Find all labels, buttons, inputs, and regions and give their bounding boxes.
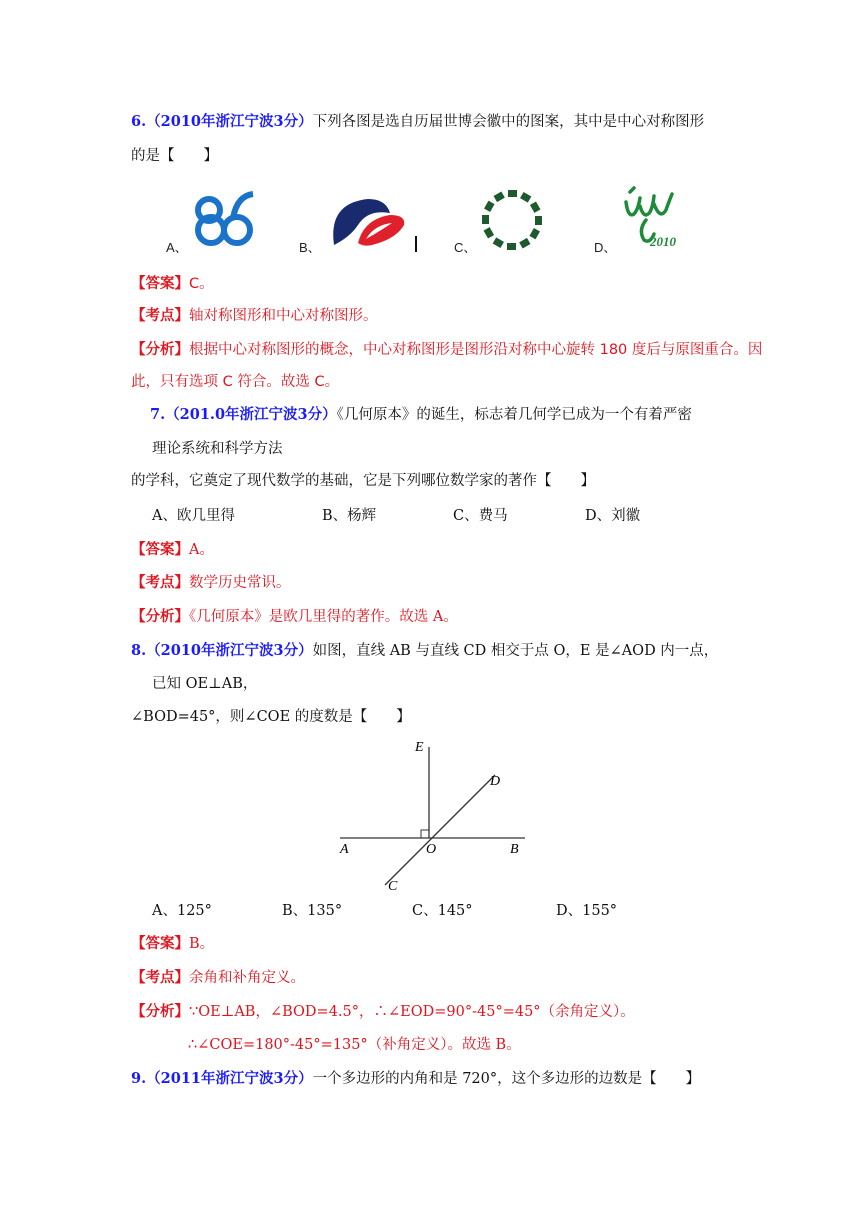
q6-point: 轴对称图形和中心对称图形。: [189, 308, 378, 324]
q6-option-b-label: B、: [299, 240, 321, 255]
q8-analysis-line2: ∴∠COE=180°-45°=135°（补角定义）。故选 B。: [188, 1037, 521, 1053]
q8-number: 8.: [131, 642, 147, 659]
q6-analysis-tag: 【分析】: [131, 342, 189, 358]
expo-ring-of-squares-logo-icon: [478, 187, 546, 253]
q7-answer: A。: [189, 542, 214, 558]
q8-stem-line: [131, 641, 718, 661]
q6-stem-line2: 的是【 】: [131, 148, 218, 164]
q7-stem-line2: 理论系统和科学方法: [152, 441, 283, 457]
q7-number: 7.: [150, 406, 166, 423]
expo-2010-logo-text: 2010: [650, 234, 676, 249]
q8-geometry-figure: [330, 735, 530, 895]
q8-stem: 如图，直线 AB 与直线 CD 相交于点 O，E 是∠AOD 内一点，: [312, 643, 719, 659]
q7-stem-line: [150, 405, 692, 425]
label-e: E: [415, 740, 424, 755]
label-o: O: [426, 842, 437, 857]
q6-analysis-line2: 此，只有选项 C 符合。故选 C。: [131, 374, 340, 390]
q6-stem-line: [131, 112, 704, 132]
q6-answer-line: [131, 274, 214, 294]
q7-option-b: B、杨辉: [322, 508, 377, 524]
q8-answer-tag: 【答案】: [131, 935, 189, 952]
q8-option-c: C、145°: [412, 903, 473, 919]
q7-point: 数学历史常识。: [189, 575, 291, 591]
q8-answer: B。: [189, 936, 215, 952]
expo-2010-logo-icon: [620, 184, 682, 250]
q6-answer: C。: [189, 276, 214, 292]
q6-answer-tag: 【答案】: [131, 276, 189, 292]
q6-stem: 下列各图是选自历届世博会徽中的图案，其中是中心对称图形: [312, 114, 705, 130]
q8-source: （2010年浙江宁波3分）: [146, 642, 313, 659]
q7-source: （201.0年浙江宁波3分）: [165, 406, 337, 423]
q7-answer-line: [131, 540, 214, 560]
q9-stem-line: [131, 1069, 700, 1089]
label-c: C: [388, 879, 398, 894]
q8-analysis-line: [131, 1002, 635, 1022]
label-a: A: [340, 842, 349, 857]
right-angle-mark: [421, 830, 429, 838]
q7-analysis-tag: 【分析】: [131, 608, 189, 625]
q7-analysis-line: [131, 607, 458, 627]
q6-point-line: [131, 306, 378, 326]
q7-option-a: A、欧几里得: [152, 508, 235, 524]
divider: [415, 236, 417, 252]
q6-option-a-label: A、: [166, 240, 188, 255]
q7-point-tag: 【考点】: [131, 574, 189, 591]
q6-source: （2010年浙江宁波3分）: [146, 113, 313, 130]
q7-analysis: 《几何原本》是欧几里得的著作。故选 A。: [189, 609, 458, 625]
label-d: D: [490, 774, 501, 789]
q8-stem-line2: 已知 OE⊥AB，: [152, 676, 258, 692]
q8-option-a: A、125°: [152, 903, 212, 919]
q7-option-c: C、费马: [453, 508, 508, 524]
q6-number: 6.: [131, 113, 147, 130]
q8-stem-line3: ∠BOD=45°，则∠COE 的度数是【 】: [131, 709, 411, 725]
q8-point: 余角和补角定义。: [189, 970, 305, 986]
q9-stem: 一个多边形的内角和是 720°，这个多边形的边数是【 】: [312, 1071, 701, 1087]
q8-option-b: B、135°: [282, 903, 343, 919]
q7-stem-line3: 的学科，它奠定了现代数学的基础，它是下列哪位数学家的著作【 】: [131, 473, 595, 489]
q7-answer-tag: 【答案】: [131, 541, 189, 558]
q8-analysis-tag: 【分析】: [131, 1003, 189, 1020]
expo-86-logo-icon: [193, 188, 257, 250]
q6-option-d-label: D、: [594, 240, 617, 255]
q7-option-d: D、刘徽: [585, 508, 641, 524]
q8-point-tag: 【考点】: [131, 969, 189, 986]
q6-point-tag: 【考点】: [131, 308, 189, 324]
q7-point-line: [131, 573, 291, 593]
q8-point-line: [131, 968, 305, 988]
q8-option-d: D、155°: [556, 903, 618, 919]
q8-analysis: ∵OE⊥AB，∠BOD=4.5°，∴∠EOD=90°-45°=45°（余角定义）。: [189, 1004, 635, 1020]
expo-swoosh-logo-icon: [328, 195, 408, 250]
label-b: B: [510, 842, 519, 857]
q8-answer-line: [131, 934, 214, 954]
q7-stem: 《几何原本》的诞生，标志着几何学已成为一个有着严密: [336, 407, 692, 423]
q6-analysis-line: [131, 340, 762, 360]
q9-number: 9.: [131, 1070, 147, 1087]
line-cd: [385, 775, 495, 885]
q9-source: （2011年浙江宁波3分）: [146, 1070, 313, 1087]
q6-option-c-label: C、: [454, 240, 477, 255]
q6-analysis: 根据中心对称图形的概念，中心对称图形是图形沿对称中心旋转 180 度后与原图重合。因: [189, 342, 763, 358]
